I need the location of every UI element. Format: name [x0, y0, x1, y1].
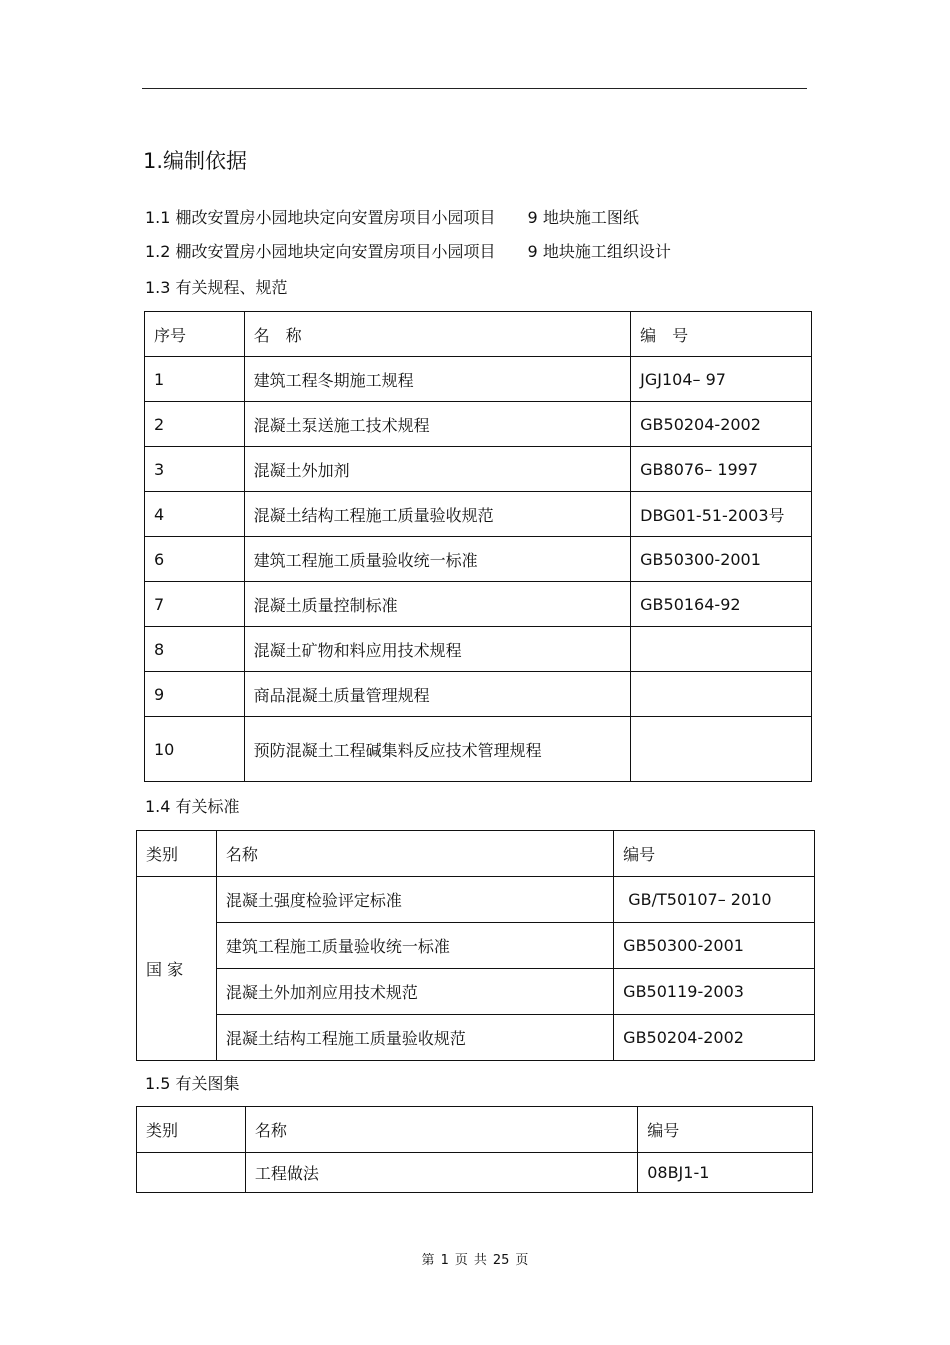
table-row: [145, 492, 812, 537]
table-row: [145, 672, 812, 717]
table-header-row: [137, 831, 815, 877]
table-cell: [631, 672, 812, 717]
table-cell: JGJ104– 97: [631, 357, 812, 402]
table-cell: GB50204-2002: [614, 1015, 815, 1061]
table-cell: 建筑工程施工质量验收统一标准: [244, 537, 630, 582]
table-cell: GB50164-92: [631, 582, 812, 627]
table-cell: GB50300-2001: [631, 537, 812, 582]
table-row: [145, 357, 812, 402]
total-page-count: 25: [492, 1253, 510, 1268]
header-cell: 类别: [137, 1107, 246, 1153]
table-cell: 08BJ1-1: [638, 1153, 813, 1193]
table-cell: 混凝土强度检验评定标准: [216, 877, 613, 923]
footer-text: 第: [421, 1253, 435, 1268]
table-cell: 6: [145, 537, 245, 582]
footer-text: 页: [454, 1253, 468, 1268]
header-cell: 名称: [216, 831, 613, 877]
header-cell: 编号: [614, 831, 815, 877]
table-cell: 9: [145, 672, 245, 717]
table-cell: 混凝土外加剂应用技术规范: [216, 969, 613, 1015]
subsection-title-1-4: 1.4 有关标准: [145, 797, 240, 816]
standards-table: [136, 830, 815, 1061]
page-footer: [0, 1249, 950, 1268]
footer-text: 页: [515, 1253, 529, 1268]
basis-item-1: [145, 207, 639, 229]
table-cell: 建筑工程施工质量验收统一标准: [216, 923, 613, 969]
table-cell: 混凝土质量控制标准: [244, 582, 630, 627]
table-cell: GB50300-2001: [614, 923, 815, 969]
subsection-title-1-3: 1.3 有关规程、规范: [145, 278, 288, 297]
header-cell: 类别: [137, 831, 217, 877]
current-page-number: 1: [440, 1253, 449, 1268]
table-cell: 7: [145, 582, 245, 627]
subsection-title-1-5: 1.5 有关图集: [145, 1074, 240, 1093]
table-cell: [631, 627, 812, 672]
table-row: [137, 923, 815, 969]
table-header-row: [137, 1107, 813, 1153]
table-row: [145, 537, 812, 582]
table-cell: 4: [145, 492, 245, 537]
basis-item-suffix: 9 地块施工组织设计: [527, 242, 671, 261]
header-rule: [142, 88, 807, 89]
table-cell: 商品混凝土质量管理规程: [244, 672, 630, 717]
atlas-table: [136, 1106, 813, 1193]
table-cell: GB50204-2002: [631, 402, 812, 447]
basis-item-text: 1.1 棚改安置房小园地块定向安置房项目小园项目: [145, 208, 496, 227]
header-cell: 名称: [245, 1107, 637, 1153]
table-cell: 2: [145, 402, 245, 447]
table-row: [145, 717, 812, 782]
table-row: [145, 627, 812, 672]
table-cell: 1: [145, 357, 245, 402]
table-cell: DBG01-51-2003号: [631, 492, 812, 537]
table-row: [137, 969, 815, 1015]
table-row: [137, 877, 815, 923]
table-cell: 8: [145, 627, 245, 672]
table-row: [145, 402, 812, 447]
table-cell: GB8076– 1997: [631, 447, 812, 492]
table-header-row: [145, 312, 812, 357]
table-row: [137, 1015, 815, 1061]
table-cell: 混凝土外加剂: [244, 447, 630, 492]
basis-item-suffix: 9 地块施工图纸: [527, 208, 639, 227]
basis-item-text: 1.2 棚改安置房小园地块定向安置房项目小园项目: [145, 242, 496, 261]
table-row: [145, 582, 812, 627]
header-cell: 序号: [145, 312, 245, 357]
table-row: [145, 447, 812, 492]
table-cell: 混凝土泵送施工技术规程: [244, 402, 630, 447]
table-row: [137, 1153, 813, 1193]
footer-text: 共: [473, 1253, 487, 1268]
header-cell: 名 称: [244, 312, 630, 357]
table-cell: 混凝土矿物和料应用技术规程: [244, 627, 630, 672]
table-cell: GB/T50107– 2010: [614, 877, 815, 923]
regulations-table: [144, 311, 812, 782]
basis-item-2: [145, 241, 671, 263]
table-cell: 工程做法: [245, 1153, 637, 1193]
table-cell: 3: [145, 447, 245, 492]
header-cell: 编号: [638, 1107, 813, 1153]
category-cell: 国 家: [137, 877, 217, 1061]
table-cell: 10: [145, 717, 245, 782]
table-cell: 混凝土结构工程施工质量验收规范: [216, 1015, 613, 1061]
table-cell: 建筑工程冬期施工规程: [244, 357, 630, 402]
table-cell: [137, 1153, 246, 1193]
table-cell: 预防混凝土工程碱集料反应技术管理规程: [244, 717, 630, 782]
table-cell: GB50119-2003: [614, 969, 815, 1015]
section-heading: 1.编制依据: [143, 149, 248, 173]
table-cell: 混凝土结构工程施工质量验收规范: [244, 492, 630, 537]
table-cell: [631, 717, 812, 782]
header-cell: 编 号: [631, 312, 812, 357]
